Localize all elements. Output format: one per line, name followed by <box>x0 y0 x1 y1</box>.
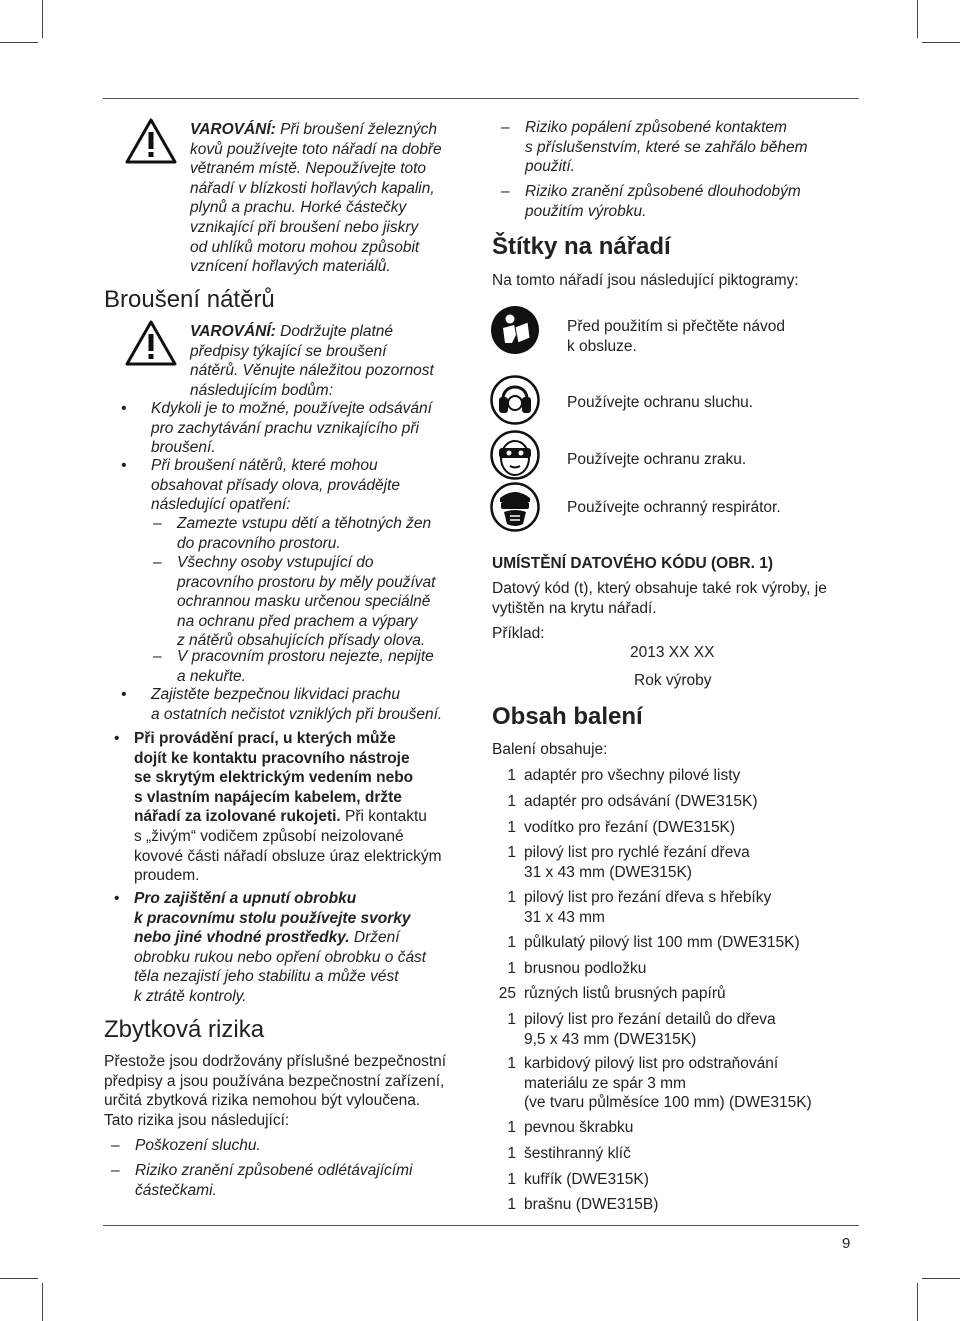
section-title-labels: Štítky na nářadí <box>492 233 671 260</box>
top-rule <box>103 98 859 99</box>
warning-label: VAROVÁNÍ: <box>190 121 276 138</box>
example-year: Rok výroby <box>634 672 712 689</box>
risk-item: – Poškození sluchu. <box>111 1137 261 1154</box>
contents-intro: Balení obsahuje: <box>492 741 608 758</box>
residual-intro: Přestože jsou dodržovány příslušné bezpečnostní předpisy a jsou používána bezpečnostní zařízení, určitá zbytková rizika nemohou být vyloučena. Tato rizika jsou následující: <box>104 1053 447 1129</box>
crop-mark <box>0 1278 38 1279</box>
risk-item: – Riziko zranění způsobené odlétávajícími částečkami. <box>111 1162 413 1199</box>
crop-mark <box>922 42 960 43</box>
date-code-title: UMÍSTĚNÍ DATOVÉHO KÓDU (OBR. 1) <box>492 555 774 572</box>
warning-1: VAROVÁNÍ: Při broušení železných kovů používejte toto nářadí na dobře větraném místě. Nepoužívejte toto nářadí v blízkosti hořlavých kapalin, plynů a prachu. Horké částečky vznikající při broušení nebo jiskry od uhlíků motoru mohou způsobit vznícení hořlavých materiálů. <box>190 121 442 276</box>
bullet-item: • Zajistěte bezpečnou likvidaci prachu a ostatních nečistot vzniklých při broušení. <box>121 686 443 723</box>
respirator-icon <box>490 482 540 532</box>
warning-triangle-icon <box>125 320 177 366</box>
ear-protection-icon <box>490 375 540 425</box>
crop-mark <box>922 1278 960 1279</box>
pictogram-label: Používejte ochranu zraku. <box>567 451 747 468</box>
section-title-contents: Obsah balení <box>492 703 643 730</box>
crop-mark <box>42 1283 43 1321</box>
example-code: 2013 XX XX <box>630 644 715 661</box>
warning-2: VAROVÁNÍ: Dodržujte platné předpisy týkající se broušení nátěrů. Věnujte náležitou pozornost následujícím bodům: <box>190 323 434 399</box>
page-number: 9 <box>842 1235 851 1252</box>
crop-mark <box>917 0 918 38</box>
example-label: Příklad: <box>492 625 545 642</box>
crop-mark <box>917 1283 918 1321</box>
section-title-paint-sanding: Broušení nátěrů <box>104 286 275 313</box>
pictogram-label: Používejte ochranu sluchu. <box>567 394 754 411</box>
bullet-item: • Pro zajištění a upnutí obrobku k pracovnímu stolu používejte svorky nebo jiné vhodné prostředky. Držení obrobku rukou nebo opření obrobku o část těla nezajistí jeho stabilitu a může vést k ztrátě kontroly. <box>114 890 427 1005</box>
dash-item: – Všechny osoby vstupující do pracovního prostoru by měly používat ochrannou masku určenou speciálně na ochranu před prachem a výpary z nátěrů obsahujících přísady olova. <box>153 554 436 650</box>
risk-item: – Riziko popálení způsobené kontaktem s příslušenstvím, které se zahřálo během použití. <box>501 119 808 176</box>
bottom-rule <box>103 1225 859 1226</box>
pictogram-label: Používejte ochranný respirátor. <box>567 499 781 516</box>
bullet-item: • Při provádění prací, u kterých může dojít ke kontaktu pracovního nástroje se skrytým elektrickým vedením nebo s vlastním napájecím kabelem, držte nářadí za izolované rukojeti. Při kontaktu s „živým“ vodičem způsobí neizolované kovové části nářadí obsluze úraz elektrickým proudem. <box>114 730 442 885</box>
dash-item: – V pracovním prostoru nejezte, nepijte a nekuřte. <box>153 648 434 685</box>
crop-mark <box>42 0 43 38</box>
bullet-item: • Při broušení nátěrů, které mohou obsahovat přísady olova, provádějte následující opatření: <box>121 457 401 514</box>
crop-mark <box>0 42 38 43</box>
manual-icon <box>490 305 540 355</box>
warning-triangle-icon <box>125 118 177 164</box>
labels-intro: Na tomto nářadí jsou následující piktogramy: <box>492 272 799 289</box>
date-code-text: Datový kód (t), který obsahuje také rok výroby, je vytištěn na krytu nářadí. <box>492 580 827 617</box>
bullet-item: • Kdykoli je to možné, používejte odsávání pro zachytávání prachu vznikajícího při broušení. <box>121 400 432 457</box>
section-title-residual-risks: Zbytková rizika <box>104 1016 265 1043</box>
eye-protection-icon <box>490 430 540 480</box>
dash-item: – Zamezte vstupu dětí a těhotných žen do pracovního prostoru. <box>153 515 432 552</box>
pictogram-label: Před použitím si přečtěte návod k obsluze. <box>567 318 785 355</box>
risk-item: – Riziko zranění způsobené dlouhodobým použitím výrobku. <box>501 183 801 220</box>
